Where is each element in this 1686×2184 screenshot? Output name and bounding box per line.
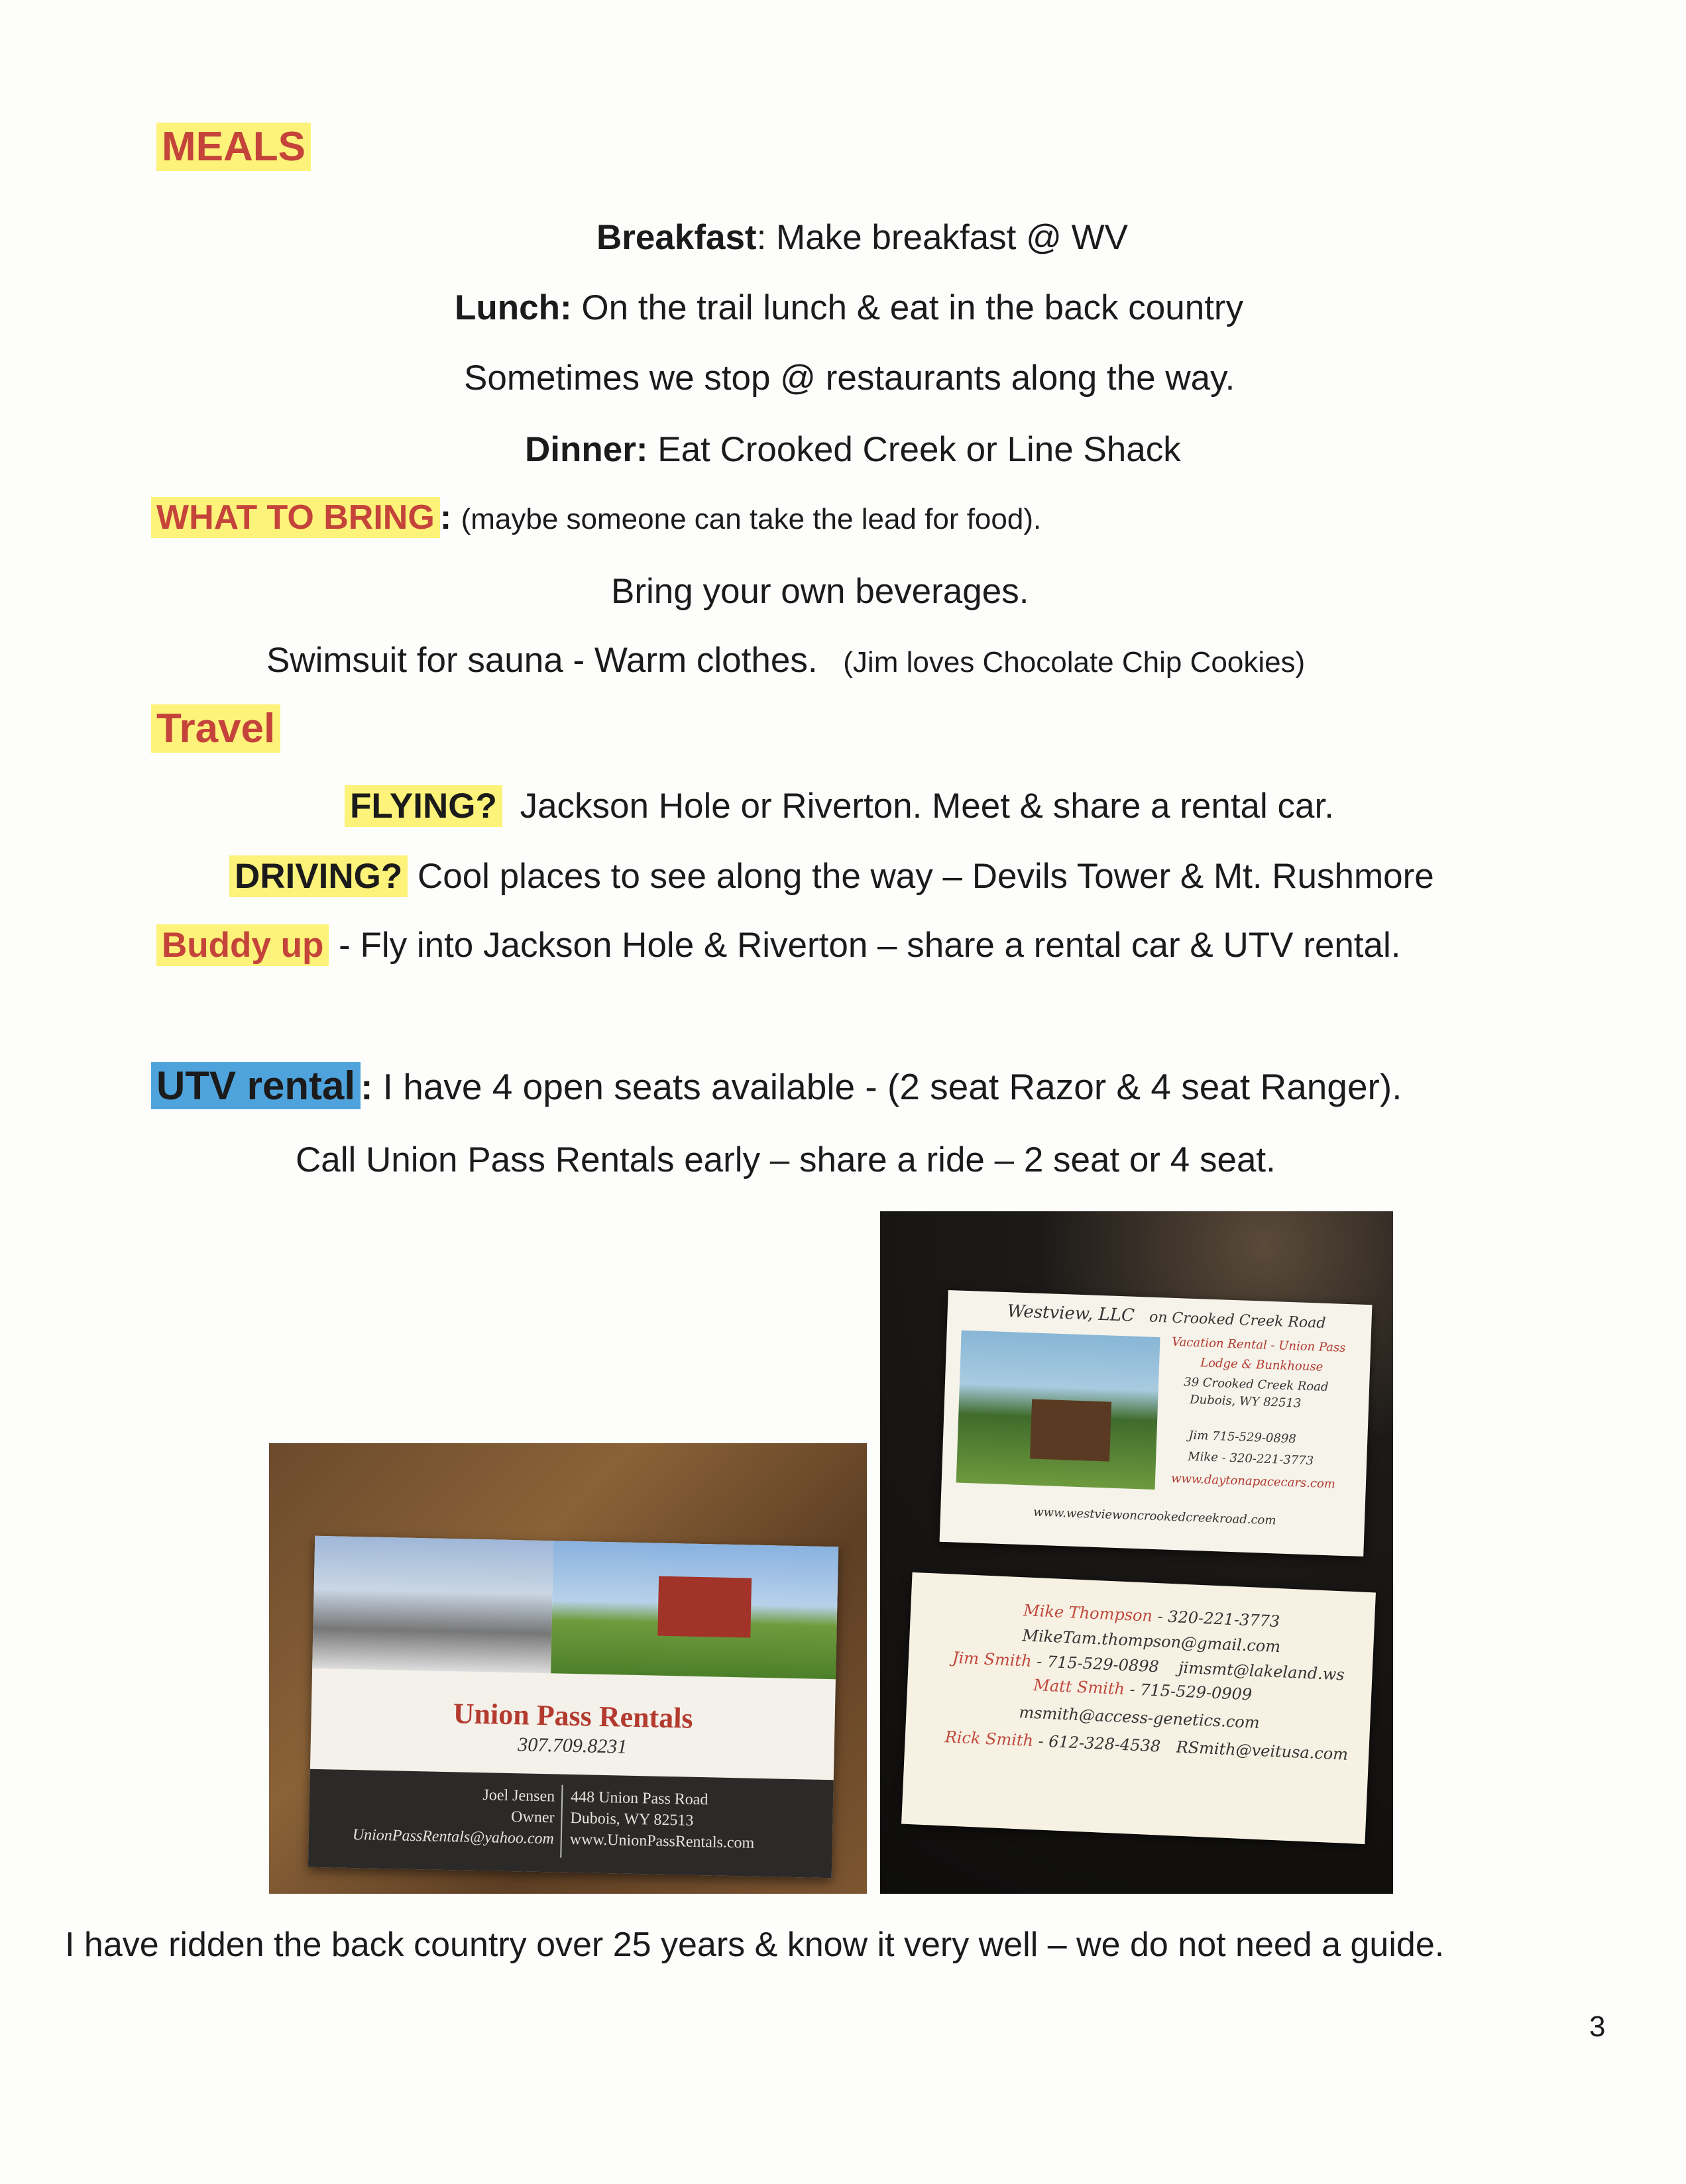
flying-text: Jackson Hole or Riverton. Meet & share a rental car. [510,787,1334,826]
union-pass-owner-role: Owner [510,1808,555,1827]
dinner-label: Dinner: [525,430,648,469]
union-pass-card-photo [269,1443,867,1894]
union-pass-footer [308,1769,834,1879]
union-pass-website: www.UnionPassRentals.com [569,1830,755,1852]
mike-email: MikeTam.thompson@gmail.com [1022,1626,1281,1657]
lunch-text: On the trail lunch & eat in the back country [571,288,1244,327]
jim-email: jimsmt@lakeland.ws [1178,1658,1345,1684]
union-pass-email: UnionPassRentals@yahoo.com [352,1826,555,1848]
meals-heading: MEALS [156,123,311,170]
bring-clothes: Swimsuit for sauna - Warm clothes. [266,641,818,680]
westview-company: Westview, LLC [1007,1301,1135,1326]
westview-cards-photo [880,1211,1393,1894]
lunch-label: Lunch: [455,288,572,327]
union-pass-address1: 448 Union Pass Road [570,1788,708,1809]
driving-line [229,855,1434,899]
union-pass-phone: 307.709.8231 [517,1733,628,1758]
rental-barn-image [551,1541,838,1679]
matt-phone: - 715-529-0909 [1124,1680,1253,1704]
lunch-note: Sometimes we stop @ restaurants along the way. [464,358,1235,398]
closing-statement: I have ridden the back country over 25 years & know it very well – we do not need a guide. [65,1926,1445,1964]
utv-label: UTV rental [151,1062,361,1109]
rick-phone: - 612-328-4538 [1033,1731,1161,1756]
westview-site1: www.daytonapacecars.com [1170,1471,1336,1492]
westview-mike: Mike - 320-221-3773 [1187,1449,1314,1468]
rick-email: RSmith@veitusa.com [1176,1737,1349,1764]
westview-jim: Jim 715-529-0898 [1188,1428,1297,1447]
flying-line [345,785,1334,828]
cabin-image [956,1331,1160,1490]
page-number: 3 [1589,2010,1606,2043]
union-pass-address2: Dubois, WY 82513 [570,1809,694,1829]
westview-road: on Crooked Creek Road [1149,1309,1326,1332]
breakfast-text: : Make breakfast @ WV [756,218,1129,257]
driving-label: DRIVING? [229,855,408,897]
snowmobile-image [312,1536,553,1673]
utv-text: I have 4 open seats available - (2 seat Razor & 4 seat Ranger). [372,1066,1402,1107]
jim-phone: - 715-529-0898 [1031,1651,1160,1676]
mike-phone: - 320-221-3773 [1152,1606,1280,1631]
westview-line2: Lodge & Bunkhouse [1200,1356,1323,1374]
union-pass-title: Union Pass Rentals [453,1697,694,1735]
westview-line4: Dubois, WY 82513 [1189,1392,1302,1411]
flying-label: FLYING? [345,785,502,827]
driving-text: Cool places to see along the way – Devils Tower & Mt. Rushmore [408,857,1434,896]
buddy-line [156,924,1401,967]
westview-site2: www.westviewoncrookedcreekroad.com [1033,1505,1276,1528]
matt-name: Matt Smith [1033,1676,1125,1699]
westview-business-card [940,1290,1373,1556]
bring-beverages: Bring your own beverages. [611,572,1029,611]
westview-line3: 39 Crooked Creek Road [1183,1375,1329,1395]
mike-name: Mike Thompson [1023,1601,1153,1625]
westview-line1: Vacation Rental - Union Pass [1171,1335,1346,1355]
union-pass-business-card [308,1536,838,1878]
matt-email: msmith@access-genetics.com [1018,1703,1261,1732]
utv-call: Call Union Pass Rentals early – share a ride – 2 seat or 4 seat. [296,1140,1276,1179]
breakfast-label: Breakfast [596,218,757,257]
what-to-bring-heading: WHAT TO BRING [151,497,440,538]
breakfast-line [596,216,1128,260]
jim-name: Jim Smith [952,1648,1033,1670]
bring-clothes-line [266,639,1305,684]
dinner-line [525,428,1181,472]
lunch-line [455,286,1243,330]
bring-note: (maybe someone can take the lead for food). [461,503,1042,535]
dinner-text: Eat Crooked Creek or Line Shack [647,430,1181,469]
buddy-label: Buddy up [156,924,329,966]
bring-cookies: (Jim loves Chocolate Chip Cookies) [843,646,1306,679]
smith-contacts-card [901,1572,1376,1844]
rick-name: Rick Smith [944,1727,1034,1751]
buddy-text: - Fly into Jackson Hole & Riverton – share a rental car & UTV rental. [329,926,1401,965]
union-pass-owner-name: Joel Jensen [482,1786,555,1806]
utv-line: UTV rental : I have 4 open seats available - (2 seat Razor & 4 seat Ranger). [151,1064,1402,1109]
what-to-bring-line: WHAT TO BRING : (maybe someone can take the lead for food). [151,496,1041,541]
travel-heading: Travel [151,705,280,752]
